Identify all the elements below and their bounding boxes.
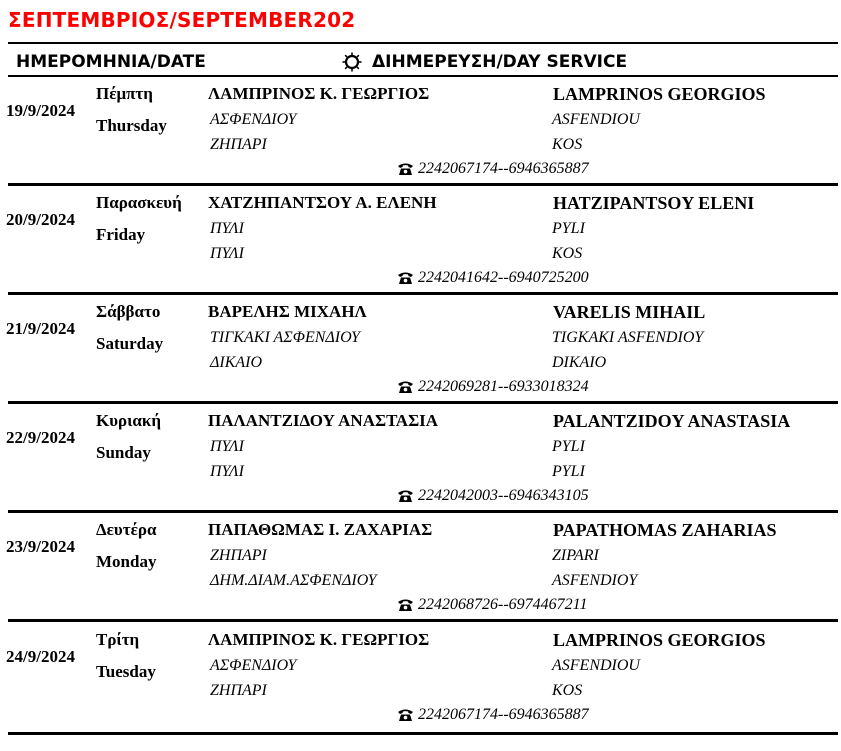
row-separator bbox=[8, 401, 838, 404]
phone-number: 2242068726--6974467211 bbox=[418, 596, 588, 613]
telephone-icon bbox=[397, 380, 414, 394]
entry-day-greek: Σάββατο bbox=[96, 302, 161, 321]
duty-entry bbox=[0, 302, 841, 411]
entry-day-english: Sunday bbox=[96, 443, 151, 462]
pharmacy-name-greek: ΛΑΜΠΡΙΝΟΣ Κ. ΓΕΩΡΓΙΟΣ bbox=[208, 630, 430, 649]
duty-entry bbox=[0, 193, 841, 302]
address-line1-english: PYLI bbox=[552, 220, 585, 237]
entry-date: 24/9/2024 bbox=[6, 647, 75, 666]
phone-line bbox=[397, 706, 589, 724]
entry-day-english: Friday bbox=[96, 225, 146, 244]
entry-date: 23/9/2024 bbox=[6, 537, 75, 556]
address-line1-greek: ΑΣΦΕΝΔΙΟΥ bbox=[210, 657, 297, 674]
address-line2-english: KOS bbox=[552, 245, 583, 262]
address-line1-english: ZIPARI bbox=[552, 547, 599, 564]
duty-entry bbox=[0, 84, 841, 193]
address-line1-english: TIGKAKI ASFENDIOY bbox=[552, 329, 704, 346]
address-line1-greek: ΠΥΛΙ bbox=[210, 220, 244, 237]
pharmacy-name-english: PALANTZIDOY ANASTASIA bbox=[553, 411, 791, 431]
address-line1-greek: ΖΗΠΑΡΙ bbox=[210, 547, 267, 564]
phone-line bbox=[397, 269, 589, 287]
address-line2-english: ASFENDIOY bbox=[552, 572, 638, 589]
address-line1-english: ASFENDIOU bbox=[552, 657, 640, 674]
pharmacy-name-greek: ΠΑΛΑΝΤΖΙΔΟΥ ΑΝΑΣΤΑΣΙΑ bbox=[208, 411, 439, 430]
address-line2-english: DIKAIO bbox=[552, 354, 607, 371]
date-column-header: ΗΜΕΡΟΜΗΝΙΑ/DATE bbox=[16, 52, 206, 72]
entry-day-greek: Κυριακή bbox=[96, 411, 161, 430]
entry-day-greek: Παρασκευή bbox=[96, 193, 182, 212]
entry-date: 21/9/2024 bbox=[6, 319, 75, 338]
entry-day-greek: Δευτέρα bbox=[96, 520, 157, 539]
pharmacy-name-english: HATZIPANTSOY ELENI bbox=[553, 193, 755, 213]
pharmacy-name-greek: ΠΑΠΑΘΩΜΑΣ Ι. ΖΑΧΑΡΙΑΣ bbox=[208, 520, 433, 539]
address-line1-greek: ΤΙΓΚΑΚΙ ΑΣΦΕΝΔΙΟΥ bbox=[210, 329, 360, 346]
phone-number: 2242067174--6946365887 bbox=[418, 706, 589, 723]
phone-number: 2242041642--6940725200 bbox=[418, 269, 589, 286]
phone-line bbox=[397, 596, 587, 614]
sun-icon bbox=[342, 52, 362, 72]
phone-line bbox=[397, 378, 589, 396]
entry-date: 22/9/2024 bbox=[6, 428, 75, 447]
duty-entry bbox=[0, 520, 841, 629]
address-line2-greek: ΖΗΠΑΡΙ bbox=[210, 682, 267, 699]
entry-date: 19/9/2024 bbox=[6, 101, 75, 120]
row-separator bbox=[8, 619, 838, 622]
address-line2-english: KOS bbox=[552, 682, 583, 699]
header-top-line bbox=[8, 42, 838, 44]
entry-day-english: Thursday bbox=[96, 116, 167, 135]
pharmacy-name-english: LAMPRINOS GEORGIOS bbox=[553, 630, 766, 650]
header-bottom-line bbox=[8, 75, 838, 77]
telephone-icon bbox=[397, 708, 414, 722]
address-line2-greek: ΖΗΠΑΡΙ bbox=[210, 136, 267, 153]
entry-day-greek: Τρίτη bbox=[96, 630, 140, 649]
entry-day-greek: Πέμπτη bbox=[96, 84, 153, 103]
telephone-icon bbox=[397, 598, 414, 612]
pharmacy-name-greek: ΧΑΤΖΗΠΑΝΤΣΟΥ Α. ΕΛΕΝΗ bbox=[208, 193, 437, 212]
entry-day-english: Tuesday bbox=[96, 662, 156, 681]
telephone-icon bbox=[397, 162, 414, 176]
service-column-header bbox=[342, 52, 627, 72]
duty-entry bbox=[0, 411, 841, 520]
address-line2-greek: ΔΙΚΑΙΟ bbox=[210, 354, 263, 371]
telephone-icon bbox=[397, 489, 414, 503]
row-separator bbox=[8, 510, 838, 513]
address-line2-english: KOS bbox=[552, 136, 583, 153]
address-line1-english: PYLI bbox=[552, 438, 585, 455]
address-line2-english: PYLI bbox=[552, 463, 585, 480]
row-separator bbox=[8, 183, 838, 186]
row-separator bbox=[8, 732, 838, 735]
address-line1-greek: ΠΥΛΙ bbox=[210, 438, 244, 455]
phone-line bbox=[397, 487, 589, 505]
pharmacy-name-english: VARELIS MIHAIL bbox=[553, 302, 706, 322]
phone-number: 2242042003--6946343105 bbox=[418, 487, 589, 504]
address-line2-greek: ΠΥΛΙ bbox=[210, 245, 244, 262]
address-line1-english: ASFENDIOU bbox=[552, 111, 640, 128]
entry-day-english: Monday bbox=[96, 552, 157, 571]
address-line2-greek: ΠΥΛΙ bbox=[210, 463, 244, 480]
pharmacy-name-english: PAPATHOMAS ZAHARIAS bbox=[553, 520, 777, 540]
phone-number: 2242069281--6933018324 bbox=[418, 378, 589, 395]
pharmacy-name-greek: ΒΑΡΕΛΗΣ ΜΙΧΑΗΛ bbox=[208, 302, 367, 321]
pharmacy-name-english: LAMPRINOS GEORGIOS bbox=[553, 84, 766, 104]
entry-date: 20/9/2024 bbox=[6, 210, 75, 229]
telephone-icon bbox=[397, 271, 414, 285]
phone-number: 2242067174--6946365887 bbox=[418, 160, 589, 177]
row-separator bbox=[8, 292, 838, 295]
entry-day-english: Saturday bbox=[96, 334, 164, 353]
phone-line bbox=[397, 160, 589, 178]
page-title: ΣΕΠΤΕΜΒΡΙΟΣ/SEPTEMBER202 bbox=[8, 8, 356, 32]
address-line2-greek: ΔΗΜ.ΔΙΑΜ.ΑΣΦΕΝΔΙΟΥ bbox=[210, 572, 377, 589]
address-line1-greek: ΑΣΦΕΝΔΙΟΥ bbox=[210, 111, 297, 128]
service-label: ΔΙΗΜΕΡΕΥΣΗ/DAY SERVICE bbox=[372, 52, 628, 72]
pharmacy-name-greek: ΛΑΜΠΡΙΝΟΣ Κ. ΓΕΩΡΓΙΟΣ bbox=[208, 84, 430, 103]
duty-entry bbox=[0, 630, 841, 739]
